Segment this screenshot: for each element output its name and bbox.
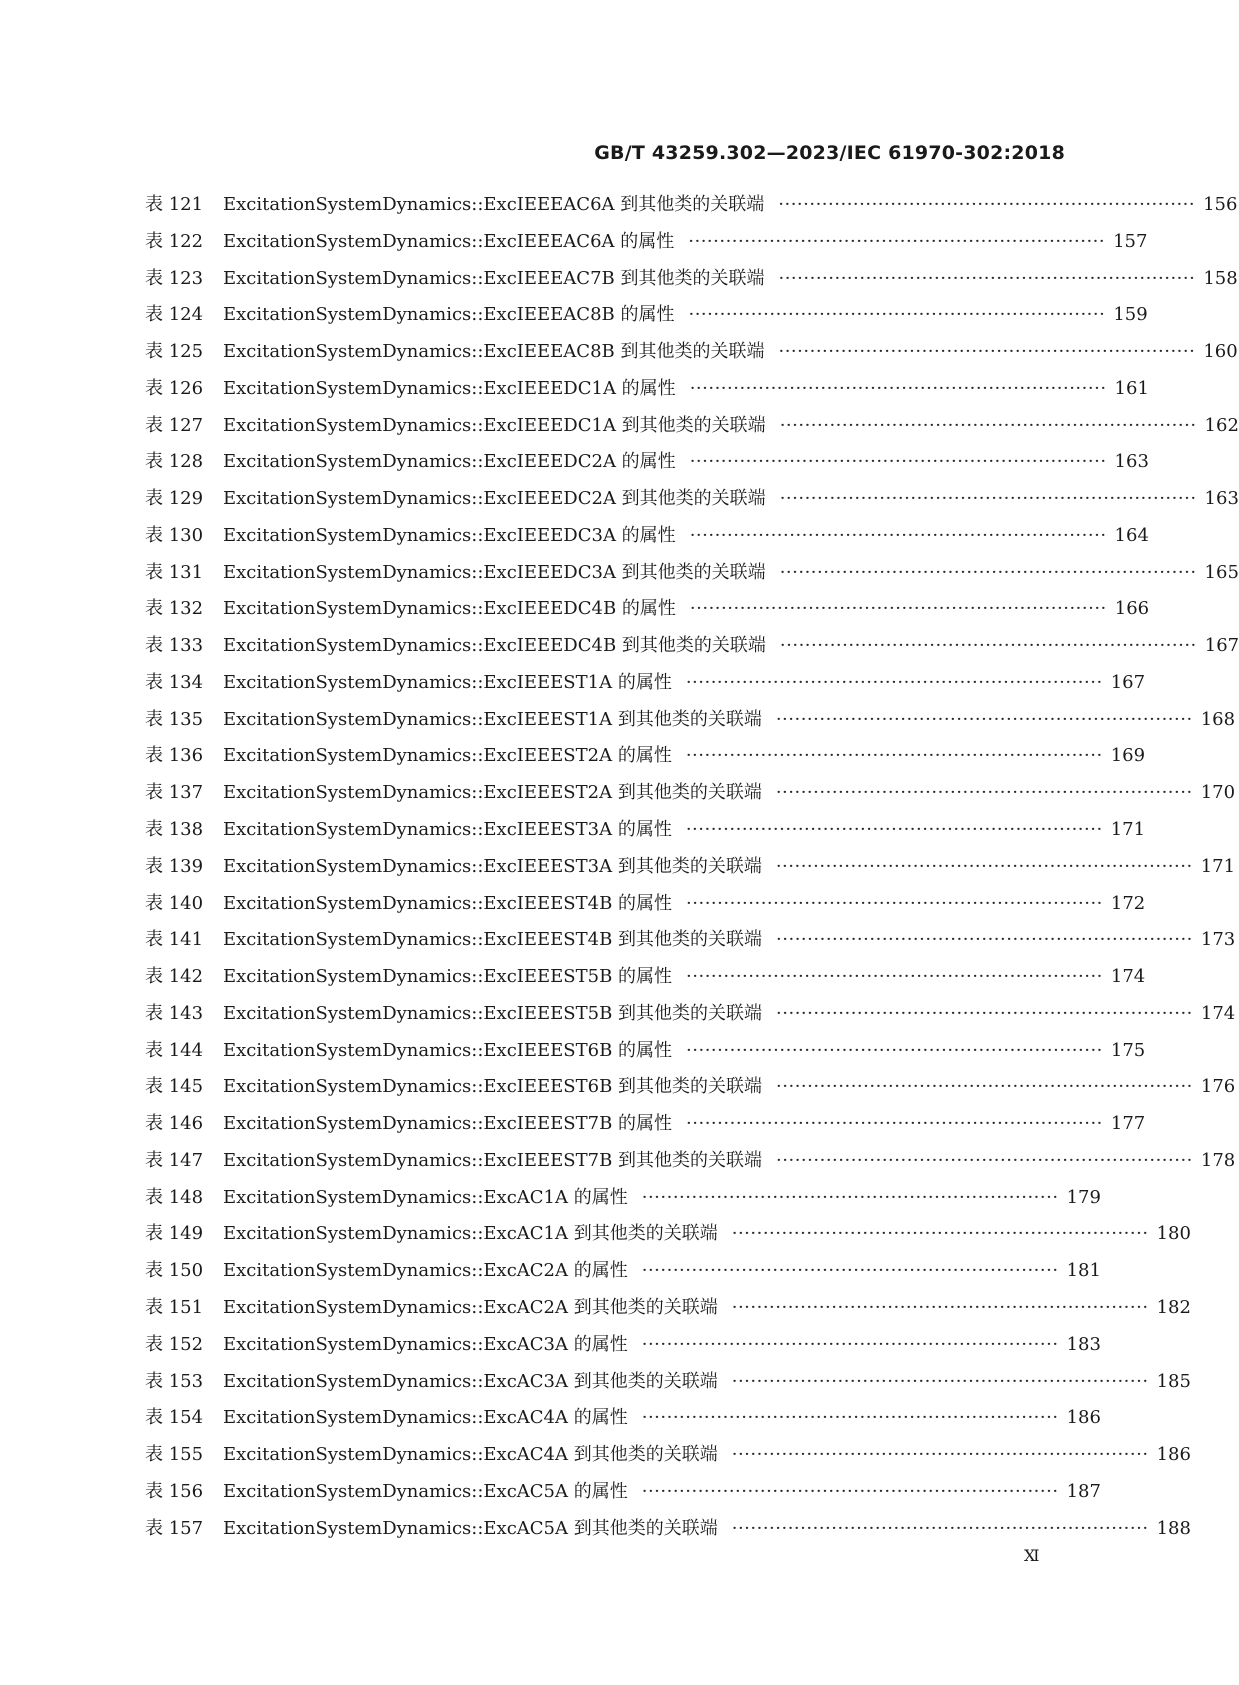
page-number: 180 bbox=[1156, 1223, 1191, 1245]
dot-leader: ··································································· bbox=[779, 414, 1197, 436]
page-number: 166 bbox=[1114, 598, 1150, 620]
page-number: 178 bbox=[1200, 1149, 1236, 1171]
toc-entry[interactable] bbox=[145, 1149, 1236, 1186]
table-number: 表 124 bbox=[145, 304, 204, 326]
toc-entry[interactable] bbox=[145, 1075, 1236, 1112]
page-number: 176 bbox=[1200, 1076, 1236, 1098]
table-number: 表 151 bbox=[145, 1296, 204, 1318]
page-number: 182 bbox=[1156, 1296, 1191, 1318]
entry-title: ExcitationSystemDynamics::ExcAC3A 的属性 bbox=[223, 1333, 628, 1355]
table-number: 表 133 bbox=[145, 635, 204, 657]
page-number: 187 bbox=[1066, 1480, 1101, 1502]
page-number: 169 bbox=[1110, 745, 1146, 767]
toc-entry[interactable] bbox=[145, 377, 1149, 414]
entry-title: ExcitationSystemDynamics::ExcIEEEAC7B 到其他类的关联端 bbox=[223, 267, 765, 289]
entry-title: ExcitationSystemDynamics::ExcIEEEST1A 的属性 bbox=[223, 671, 672, 693]
toc-entry[interactable] bbox=[145, 267, 1238, 304]
page-number: 177 bbox=[1110, 1113, 1146, 1135]
entry-title: ExcitationSystemDynamics::ExcIEEEDC4B 到其他类的关联端 bbox=[223, 635, 766, 657]
toc-entry[interactable] bbox=[145, 1406, 1101, 1443]
page-number: 173 bbox=[1200, 929, 1236, 951]
toc-entry[interactable] bbox=[145, 524, 1149, 561]
entry-title: ExcitationSystemDynamics::ExcIEEEST7B 的属性 bbox=[223, 1113, 673, 1135]
dot-leader: ··································································· bbox=[689, 377, 1107, 399]
dot-leader: ··································································· bbox=[686, 966, 1103, 988]
dot-leader: ··································································· bbox=[641, 1480, 1059, 1502]
dot-leader: ··································································· bbox=[778, 341, 1196, 363]
entry-title: ExcitationSystemDynamics::ExcIEEEAC8B 到其他类的关联端 bbox=[223, 341, 765, 363]
table-number: 表 153 bbox=[145, 1370, 204, 1392]
page-number: 156 bbox=[1203, 194, 1238, 215]
entry-title: ExcitationSystemDynamics::ExcIEEEST3A 的属性 bbox=[223, 819, 672, 841]
entry-title: ExcitationSystemDynamics::ExcIEEEST5B 到其他类的关联端 bbox=[223, 1002, 763, 1024]
page-number: 175 bbox=[1110, 1039, 1146, 1061]
page-number: 171 bbox=[1110, 819, 1146, 841]
table-number: 表 135 bbox=[145, 708, 204, 730]
dot-leader: ··································································· bbox=[776, 1149, 1193, 1171]
table-number: 表 140 bbox=[145, 892, 204, 914]
table-number: 表 121 bbox=[145, 194, 204, 215]
dot-leader: ··································································· bbox=[641, 1333, 1059, 1355]
dot-leader: ··································································· bbox=[685, 745, 1103, 767]
entry-title: ExcitationSystemDynamics::ExcIEEEST7B 到其他类的关联端 bbox=[223, 1149, 763, 1171]
entry-title: ExcitationSystemDynamics::ExcAC2A 到其他类的关联端 bbox=[223, 1296, 718, 1318]
toc-entry[interactable] bbox=[145, 1186, 1101, 1223]
dot-leader: ··································································· bbox=[775, 708, 1193, 730]
page-number: 158 bbox=[1203, 267, 1238, 289]
dot-leader: ··································································· bbox=[776, 1076, 1193, 1098]
dot-leader: ··································································· bbox=[778, 267, 1196, 289]
dot-leader: ··································································· bbox=[778, 194, 1196, 215]
page-number: 163 bbox=[1204, 488, 1239, 510]
table-number: 表 146 bbox=[145, 1113, 204, 1135]
table-number: 表 147 bbox=[145, 1149, 204, 1171]
toc-entry[interactable] bbox=[145, 671, 1146, 708]
toc-entry[interactable] bbox=[145, 855, 1236, 892]
dot-leader: ··································································· bbox=[731, 1223, 1149, 1245]
entry-title: ExcitationSystemDynamics::ExcIEEEDC1A 到其他类的关联端 bbox=[223, 414, 766, 436]
page-number: 168 bbox=[1200, 708, 1236, 730]
toc-entry[interactable] bbox=[145, 193, 1238, 230]
entry-title: ExcitationSystemDynamics::ExcAC1A 的属性 bbox=[223, 1186, 628, 1208]
entry-title: ExcitationSystemDynamics::ExcIEEEST4B 到其他类的关联端 bbox=[223, 929, 763, 951]
entry-title: ExcitationSystemDynamics::ExcIEEEST6B 的属性 bbox=[223, 1039, 673, 1061]
toc-entry[interactable] bbox=[145, 1002, 1236, 1039]
dot-leader: ··································································· bbox=[731, 1517, 1149, 1539]
entry-title: ExcitationSystemDynamics::ExcAC1A 到其他类的关联端 bbox=[223, 1223, 718, 1245]
entry-title: ExcitationSystemDynamics::ExcIEEEST2A 的属性 bbox=[223, 745, 672, 767]
toc-entry[interactable] bbox=[145, 597, 1150, 634]
dot-leader: ··································································· bbox=[641, 1186, 1059, 1208]
page-number: 160 bbox=[1203, 341, 1238, 363]
entry-title: ExcitationSystemDynamics::ExcIEEEDC2A 到其他类的关联端 bbox=[223, 488, 766, 510]
table-number: 表 123 bbox=[145, 267, 204, 289]
table-number: 表 128 bbox=[145, 451, 204, 473]
toc-entry[interactable] bbox=[145, 1333, 1101, 1370]
table-number: 表 132 bbox=[145, 598, 204, 620]
entry-title: ExcitationSystemDynamics::ExcAC5A 到其他类的关联端 bbox=[223, 1517, 718, 1539]
entry-title: ExcitationSystemDynamics::ExcAC4A 的属性 bbox=[223, 1407, 628, 1429]
page-number: 167 bbox=[1204, 635, 1239, 657]
table-number: 表 131 bbox=[145, 561, 204, 583]
entry-title: ExcitationSystemDynamics::ExcAC2A 的属性 bbox=[223, 1260, 628, 1282]
dot-leader: ··································································· bbox=[685, 671, 1103, 693]
dot-leader: ··································································· bbox=[686, 1113, 1103, 1135]
dot-leader: ··································································· bbox=[731, 1444, 1149, 1466]
toc-entry[interactable] bbox=[145, 818, 1146, 855]
toc-entry[interactable] bbox=[145, 1370, 1191, 1407]
toc-entry[interactable] bbox=[145, 634, 1239, 671]
page-number: 163 bbox=[1114, 451, 1149, 473]
table-number: 表 152 bbox=[145, 1333, 204, 1355]
toc-entry[interactable] bbox=[145, 965, 1146, 1002]
table-number: 表 154 bbox=[145, 1407, 204, 1429]
table-number: 表 155 bbox=[145, 1444, 204, 1466]
page-number: 172 bbox=[1110, 892, 1146, 914]
dot-leader: ··································································· bbox=[685, 819, 1103, 841]
page-number: 174 bbox=[1110, 966, 1146, 988]
entry-title: ExcitationSystemDynamics::ExcIEEEAC6A 的属性 bbox=[223, 230, 675, 252]
page-number: 171 bbox=[1200, 855, 1236, 877]
page-number: 159 bbox=[1113, 304, 1148, 326]
dot-leader: ··································································· bbox=[775, 855, 1193, 877]
entry-title: ExcitationSystemDynamics::ExcIEEEDC2A 的属性 bbox=[223, 451, 676, 473]
dot-leader: ··································································· bbox=[641, 1407, 1059, 1429]
dot-leader: ··································································· bbox=[689, 451, 1107, 473]
page-number: 181 bbox=[1066, 1260, 1101, 1282]
table-number: 表 130 bbox=[145, 524, 204, 546]
table-number: 表 138 bbox=[145, 819, 204, 841]
dot-leader: ··································································· bbox=[731, 1370, 1149, 1392]
toc-entry[interactable] bbox=[145, 892, 1146, 929]
entry-title: ExcitationSystemDynamics::ExcIEEEDC1A 的属性 bbox=[223, 377, 676, 399]
table-number: 表 156 bbox=[145, 1480, 204, 1502]
toc-entry[interactable] bbox=[145, 928, 1236, 965]
toc-entry[interactable] bbox=[145, 1259, 1101, 1296]
entry-title: ExcitationSystemDynamics::ExcIEEEST4B 的属性 bbox=[223, 892, 673, 914]
toc-entry[interactable] bbox=[145, 1443, 1191, 1480]
page-number: 161 bbox=[1114, 377, 1149, 399]
entry-title: ExcitationSystemDynamics::ExcAC3A 到其他类的关联端 bbox=[223, 1370, 718, 1392]
standard-header: GB/T 43259.302—2023/IEC 61970-302:2018 bbox=[594, 142, 1065, 164]
table-number: 表 149 bbox=[145, 1223, 204, 1245]
entry-title: ExcitationSystemDynamics::ExcAC5A 的属性 bbox=[223, 1480, 628, 1502]
page-number: 186 bbox=[1066, 1407, 1101, 1429]
entry-title: ExcitationSystemDynamics::ExcIEEEDC3A 的属性 bbox=[223, 524, 676, 546]
dot-leader: ··································································· bbox=[641, 1260, 1059, 1282]
table-number: 表 127 bbox=[145, 414, 204, 436]
toc-entry[interactable] bbox=[145, 708, 1236, 745]
table-number: 表 141 bbox=[145, 929, 204, 951]
page-number: 174 bbox=[1200, 1002, 1236, 1024]
dot-leader: ··································································· bbox=[689, 524, 1107, 546]
table-number: 表 143 bbox=[145, 1002, 204, 1024]
page-number: 188 bbox=[1156, 1517, 1191, 1539]
toc-entry[interactable] bbox=[145, 414, 1239, 451]
table-number: 表 134 bbox=[145, 671, 204, 693]
dot-leader: ··································································· bbox=[688, 304, 1106, 326]
toc-entry[interactable] bbox=[145, 1517, 1191, 1554]
page-number: 157 bbox=[1113, 230, 1148, 252]
table-number: 表 137 bbox=[145, 782, 204, 804]
dot-leader: ··································································· bbox=[731, 1296, 1149, 1318]
entry-title: ExcitationSystemDynamics::ExcIEEEST1A 到其他类的关联端 bbox=[223, 708, 762, 730]
dot-leader: ··································································· bbox=[686, 892, 1103, 914]
page-number: 164 bbox=[1114, 524, 1149, 546]
dot-leader: ··································································· bbox=[776, 1002, 1193, 1024]
table-of-contents bbox=[145, 193, 1239, 1553]
entry-title: ExcitationSystemDynamics::ExcIEEEST6B 到其他类的关联端 bbox=[223, 1076, 763, 1098]
toc-entry[interactable] bbox=[145, 340, 1238, 377]
dot-leader: ··································································· bbox=[776, 929, 1193, 951]
entry-title: ExcitationSystemDynamics::ExcIEEEDC4B 的属性 bbox=[223, 598, 676, 620]
dot-leader: ··································································· bbox=[688, 230, 1106, 252]
page-number: 179 bbox=[1066, 1186, 1101, 1208]
table-number: 表 157 bbox=[145, 1517, 204, 1539]
toc-entry[interactable] bbox=[145, 303, 1148, 340]
table-number: 表 142 bbox=[145, 966, 204, 988]
table-number: 表 148 bbox=[145, 1186, 204, 1208]
toc-entry[interactable] bbox=[145, 1480, 1101, 1517]
dot-leader: ··································································· bbox=[686, 1039, 1103, 1061]
entry-title: ExcitationSystemDynamics::ExcAC4A 到其他类的关联端 bbox=[223, 1444, 718, 1466]
table-number: 表 126 bbox=[145, 377, 204, 399]
entry-title: ExcitationSystemDynamics::ExcIEEEAC6A 到其他类的关联端 bbox=[223, 194, 765, 215]
toc-entry[interactable] bbox=[145, 744, 1146, 781]
entry-title: ExcitationSystemDynamics::ExcIEEEAC8B 的属性 bbox=[223, 304, 675, 326]
page-number: 165 bbox=[1204, 561, 1239, 583]
toc-entry[interactable] bbox=[145, 561, 1239, 598]
entry-title: ExcitationSystemDynamics::ExcIEEEDC3A 到其他类的关联端 bbox=[223, 561, 766, 583]
page-number: 185 bbox=[1156, 1370, 1191, 1392]
table-number: 表 129 bbox=[145, 488, 204, 510]
page-number: 186 bbox=[1156, 1444, 1191, 1466]
page-number: 167 bbox=[1110, 671, 1146, 693]
table-number: 表 139 bbox=[145, 855, 204, 877]
toc-entry[interactable] bbox=[145, 1112, 1146, 1149]
page-number: 170 bbox=[1200, 782, 1236, 804]
dot-leader: ··································································· bbox=[775, 782, 1193, 804]
table-number: 表 150 bbox=[145, 1260, 204, 1282]
dot-leader: ··································································· bbox=[689, 598, 1107, 620]
page-number: 183 bbox=[1066, 1333, 1101, 1355]
toc-entry[interactable] bbox=[145, 781, 1236, 818]
toc-entry[interactable] bbox=[145, 1039, 1146, 1076]
toc-entry[interactable] bbox=[145, 450, 1149, 487]
folio-page-number: Ⅺ bbox=[1024, 1546, 1040, 1565]
page-number: 162 bbox=[1204, 414, 1239, 436]
toc-entry[interactable] bbox=[145, 1296, 1191, 1333]
table-number: 表 125 bbox=[145, 341, 204, 363]
entry-title: ExcitationSystemDynamics::ExcIEEEST5B 的属性 bbox=[223, 966, 673, 988]
toc-entry[interactable] bbox=[145, 1222, 1191, 1259]
entry-title: ExcitationSystemDynamics::ExcIEEEST2A 到其他类的关联端 bbox=[223, 782, 762, 804]
dot-leader: ··································································· bbox=[779, 561, 1197, 583]
toc-entry[interactable] bbox=[145, 230, 1148, 267]
dot-leader: ··································································· bbox=[779, 635, 1197, 657]
table-number: 表 144 bbox=[145, 1039, 204, 1061]
table-number: 表 122 bbox=[145, 230, 204, 252]
table-number: 表 136 bbox=[145, 745, 204, 767]
entry-title: ExcitationSystemDynamics::ExcIEEEST3A 到其他类的关联端 bbox=[223, 855, 762, 877]
dot-leader: ··································································· bbox=[779, 488, 1197, 510]
table-number: 表 145 bbox=[145, 1076, 204, 1098]
toc-entry[interactable] bbox=[145, 487, 1239, 524]
